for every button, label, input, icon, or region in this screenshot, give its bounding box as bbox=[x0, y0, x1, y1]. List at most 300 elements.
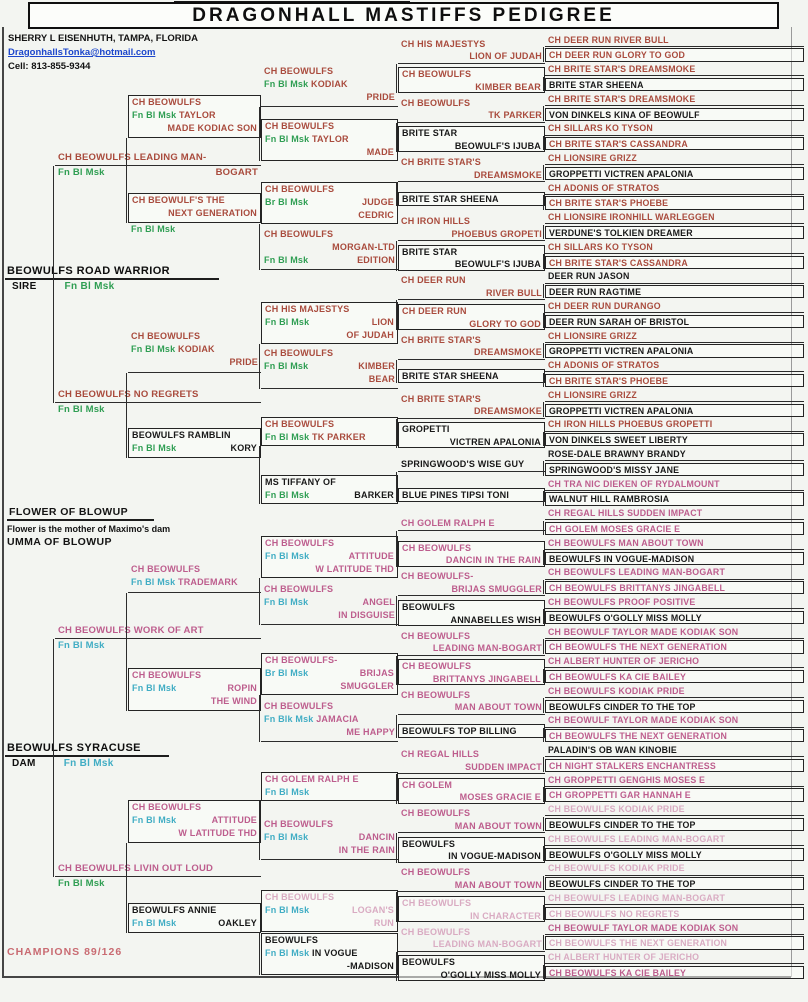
entry-text: CH BEOWULF TAYLOR MADE KODIAK SON bbox=[548, 715, 739, 726]
tree-connector-line bbox=[396, 531, 397, 567]
entry-line bbox=[401, 583, 542, 596]
entry-text: Fn Bl Msk bbox=[131, 577, 176, 587]
entry-text: CH BEOWULFS bbox=[265, 184, 335, 194]
pedigree-entry-gen6 bbox=[545, 714, 804, 727]
entry-text: CH BRITE STAR'S DREAMSMOKE bbox=[548, 93, 696, 104]
entry-text: PRIDE bbox=[366, 92, 395, 102]
pedigree-entry-gen6 bbox=[545, 655, 804, 668]
pedigree-entry-gen6 bbox=[545, 803, 804, 816]
entry-text: CH BEOWULFS WORK OF ART bbox=[58, 625, 204, 636]
pedigree-entry-gen4 bbox=[261, 347, 398, 389]
entry-line bbox=[549, 641, 800, 654]
pedigree-entry-gen5 bbox=[398, 156, 545, 182]
entry-text: CH BEOWULFS bbox=[401, 808, 471, 819]
entry-text: CH GOLEM RALPH E bbox=[401, 518, 495, 529]
entry-text: Fn Bl Msk bbox=[132, 918, 177, 928]
pedigree-entry-gen6 bbox=[545, 492, 804, 505]
entry-line bbox=[402, 897, 541, 910]
entry-frame bbox=[398, 422, 545, 448]
tree-connector-line bbox=[396, 472, 397, 502]
tree-connector-line bbox=[543, 550, 544, 565]
pedigree-entry-gen6 bbox=[545, 729, 804, 742]
dam-label-row bbox=[12, 758, 114, 769]
pedigree-entry-gen3 bbox=[128, 903, 261, 933]
entry-text: BRITE STAR SHEENA bbox=[402, 371, 499, 382]
entry-text: CH BEOWULFS NO REGRETS bbox=[58, 389, 199, 400]
entry-frame bbox=[545, 196, 804, 209]
tree-connector-line bbox=[396, 715, 397, 739]
entry-text: CH BRITE STAR'S bbox=[401, 393, 481, 404]
entry-frame bbox=[398, 304, 545, 330]
entry-text: BRITE STAR SHEENA bbox=[549, 79, 644, 90]
entry-text: CH BEOWULFS bbox=[131, 331, 201, 341]
entry-line bbox=[548, 744, 801, 757]
entry-frame bbox=[545, 522, 804, 535]
entry-frame bbox=[545, 359, 804, 372]
entry-text: NEXT GENERATION bbox=[168, 208, 257, 218]
entry-line bbox=[132, 814, 257, 827]
entry-line bbox=[402, 673, 541, 686]
pedigree-entry-gen5 bbox=[398, 630, 545, 656]
tree-connector-line bbox=[396, 64, 397, 94]
pedigree-entry-gen6 bbox=[545, 315, 804, 328]
tree-connector-line bbox=[543, 698, 544, 713]
entry-frame bbox=[261, 228, 398, 270]
entry-line bbox=[401, 228, 542, 241]
pedigree-entry-gen6 bbox=[545, 389, 804, 402]
pedigree-entry-gen6 bbox=[545, 522, 804, 535]
entry-line bbox=[548, 685, 801, 698]
entry-frame bbox=[398, 156, 545, 182]
pedigree-entry-gen6 bbox=[545, 640, 804, 653]
entry-text: Fn Bl Msk bbox=[58, 878, 105, 889]
entry-text: TK PARKER bbox=[309, 432, 366, 442]
tree-connector-line bbox=[543, 284, 544, 299]
entry-frame bbox=[545, 700, 804, 713]
entry-frame bbox=[545, 729, 804, 742]
entry-text: CH BEOWULFS bbox=[401, 867, 471, 878]
tree-connector-line bbox=[543, 905, 544, 920]
tree-connector-line bbox=[543, 669, 544, 684]
entry-text: MS TIFFANY OF bbox=[265, 477, 336, 487]
entry-text: CH BRITE STAR'S bbox=[401, 157, 481, 167]
pedigree-entry-gen4 bbox=[261, 890, 398, 932]
entry-text: EDITION bbox=[357, 255, 395, 265]
pedigree-entry-gen3 bbox=[128, 95, 261, 138]
pedigree-entry-gen6 bbox=[545, 330, 804, 343]
tree-connector-line bbox=[396, 952, 397, 982]
entry-line bbox=[132, 122, 257, 135]
entry-frame bbox=[545, 108, 804, 121]
entry-text: Br Bl Msk bbox=[265, 197, 309, 207]
entry-line bbox=[401, 701, 542, 714]
entry-line bbox=[131, 343, 258, 356]
entry-frame bbox=[545, 685, 804, 698]
entry-line bbox=[548, 507, 801, 520]
entry-line bbox=[265, 680, 394, 693]
entry-text: TAYLOR bbox=[176, 110, 216, 120]
entry-text: Fn Bl Msk bbox=[264, 832, 309, 842]
tree-connector-line bbox=[543, 728, 544, 743]
pedigree-entry-gen6 bbox=[545, 862, 804, 875]
entry-text: CH BEOWULFS bbox=[265, 121, 335, 131]
tree-connector-line bbox=[259, 446, 260, 504]
pedigree-entry-gen6 bbox=[545, 137, 804, 150]
tree-connector-line bbox=[543, 580, 544, 595]
tree-connector-line bbox=[53, 639, 54, 877]
entry-text: CH ALBERT HUNTER OF JERICHO bbox=[548, 952, 700, 963]
entry-frame bbox=[545, 93, 804, 106]
entry-line bbox=[264, 241, 395, 254]
tree-connector-line bbox=[396, 774, 397, 804]
pedigree-entry-gen2 bbox=[55, 624, 261, 652]
entry-line bbox=[401, 689, 542, 702]
flower-note: Flower is the mother of Maximo's dam bbox=[7, 524, 171, 534]
entry-frame bbox=[545, 788, 804, 801]
entry-line bbox=[401, 169, 542, 182]
entry-text: CH NIGHT STALKERS ENCHANTRESS bbox=[549, 760, 716, 771]
pedigree-entry-gen5 bbox=[398, 192, 545, 206]
tree-connector-line bbox=[543, 136, 544, 151]
entry-text: RIVER BULL bbox=[486, 287, 542, 298]
entry-line bbox=[549, 849, 800, 862]
entry-line bbox=[265, 904, 394, 917]
entry-line bbox=[402, 305, 541, 318]
entry-text: DEER RUN JASON bbox=[548, 271, 630, 282]
entry-text: CH BEOWULFS NO REGRETS bbox=[549, 908, 680, 919]
entry-text: CH BEOWULFS bbox=[264, 66, 334, 76]
entry-text: BEOWULFS CINDER TO THE TOP bbox=[549, 879, 696, 890]
entry-line bbox=[265, 550, 394, 563]
pedigree-entry-gen6 bbox=[545, 626, 804, 639]
entry-line bbox=[132, 194, 257, 207]
dam-label: DAM bbox=[12, 758, 36, 769]
entry-frame bbox=[545, 315, 804, 328]
entry-frame bbox=[545, 714, 804, 727]
entry-frame bbox=[398, 630, 545, 656]
champions-count: CHAMPIONS 89/126 bbox=[7, 946, 123, 958]
pedigree-entry-gen6 bbox=[545, 670, 804, 683]
entry-text: CH BEOWULFS bbox=[265, 892, 335, 902]
entry-frame bbox=[545, 330, 804, 343]
entry-text: ANNABELLES WISH bbox=[450, 614, 541, 625]
entry-text: IN VOGUE-MADISON bbox=[448, 851, 541, 862]
entry-line bbox=[265, 316, 394, 329]
entry-frame bbox=[261, 772, 398, 801]
entry-frame bbox=[128, 330, 261, 373]
pedigree-entry-gen5 bbox=[398, 955, 545, 981]
page-title: DRAGONHALL MASTIFFS PEDIGREE bbox=[28, 2, 779, 29]
pedigree-entry-gen5 bbox=[398, 67, 545, 93]
entry-line bbox=[549, 819, 800, 832]
entry-text: Fn Bl Msk bbox=[265, 905, 310, 915]
pedigree-entry-gen3 bbox=[128, 330, 261, 373]
entry-frame bbox=[545, 655, 804, 668]
pedigree-entry-gen6 bbox=[545, 152, 804, 165]
tree-connector-line bbox=[543, 521, 544, 536]
entry-frame bbox=[545, 670, 804, 683]
entry-text: CH BEOWULFS bbox=[264, 348, 334, 358]
entry-text: CH BEOWULFS THE NEXT GENERATION bbox=[549, 938, 728, 949]
entry-frame bbox=[545, 404, 804, 417]
pedigree-entry-gen6 bbox=[545, 507, 804, 520]
entry-text: CH BEOWULFS bbox=[265, 538, 335, 548]
entry-text: JUDGE bbox=[361, 197, 394, 207]
pedigree-entry-gen5 bbox=[398, 778, 545, 804]
entry-line bbox=[131, 330, 258, 343]
entry-text: BEOWULF'S IJUBA bbox=[454, 259, 541, 270]
entry-line bbox=[55, 403, 261, 416]
entry-line bbox=[401, 156, 542, 169]
entry-text: Fn Bl Msk bbox=[265, 134, 310, 144]
entry-frame bbox=[398, 274, 545, 300]
entry-text: CH HIS MAJESTYS bbox=[401, 38, 486, 49]
entry-frame bbox=[545, 922, 804, 935]
entry-line bbox=[402, 956, 541, 969]
entry-line bbox=[548, 182, 801, 195]
entry-text: Fn Bl Msk bbox=[264, 361, 309, 371]
entry-text: CH ADONIS OF STRATOS bbox=[548, 182, 660, 193]
sire-label-row bbox=[12, 281, 114, 292]
entry-text: GROPPETTI VICTREN APALONIA bbox=[549, 346, 694, 357]
entry-line bbox=[402, 779, 541, 792]
entry-text: CH BEOWULF'S THE bbox=[132, 195, 225, 205]
entry-line bbox=[549, 523, 800, 536]
entry-line bbox=[401, 926, 542, 939]
entry-text: CH DEER RUN RIVER BULL bbox=[548, 34, 669, 45]
tree-connector-line bbox=[396, 182, 397, 206]
entry-text: Fn Bl Msk bbox=[132, 443, 177, 453]
entry-text: CH BRITE STAR'S PHOEBE bbox=[549, 198, 669, 209]
pedigree-entry-gen6 bbox=[545, 108, 804, 121]
entry-text: DEER RUN RAGTIME bbox=[549, 287, 642, 298]
pedigree-entry-gen5 bbox=[398, 304, 545, 330]
entry-text: LION bbox=[371, 317, 394, 327]
tree-connector-line bbox=[396, 419, 397, 449]
entry-line bbox=[401, 287, 542, 300]
entry-text: CH BEOWULFS bbox=[401, 926, 471, 937]
pedigree-entry-gen5 bbox=[398, 659, 545, 685]
pedigree-entry-gen6 bbox=[545, 892, 804, 905]
entry-frame bbox=[398, 896, 545, 922]
owner-name: SHERRY L EISENHUTH, TAMPA, FLORIDA bbox=[8, 33, 199, 44]
entry-text: BEOWULF'S IJUBA bbox=[454, 140, 541, 151]
pedigree-entry-gen6 bbox=[545, 936, 804, 949]
entry-text: VON DINKELS SWEET LIBERTY bbox=[549, 435, 688, 446]
entry-line bbox=[402, 838, 541, 851]
entry-line bbox=[132, 904, 257, 917]
entry-text: CH GROPPETTI GAR HANNAH E bbox=[549, 790, 691, 801]
pedigree-entry-gen6 bbox=[545, 877, 804, 890]
tree-connector-line bbox=[543, 225, 544, 240]
pedigree-entry-gen6 bbox=[545, 848, 804, 861]
entry-frame bbox=[398, 126, 545, 152]
tree-connector-line bbox=[396, 892, 397, 922]
entry-line bbox=[128, 223, 261, 236]
entry-text: CH BRITE STAR'S DREAMSMOKE bbox=[548, 64, 696, 75]
entry-text: OAKLEY bbox=[218, 918, 257, 928]
entry-line bbox=[264, 347, 395, 360]
tree-connector-line bbox=[543, 817, 544, 832]
entry-text: BEOWULFS IN VOGUE-MADISON bbox=[549, 553, 695, 564]
entry-line bbox=[548, 833, 801, 846]
tree-connector-line bbox=[259, 932, 260, 975]
tree-connector-line bbox=[396, 300, 397, 330]
entry-line bbox=[265, 786, 394, 799]
entry-text: Fn Bl Msk bbox=[265, 551, 310, 561]
entry-line bbox=[401, 50, 542, 63]
entry-line bbox=[401, 938, 542, 951]
entry-line bbox=[548, 389, 801, 402]
entry-line bbox=[549, 286, 800, 299]
entry-line bbox=[549, 316, 800, 329]
entry-line bbox=[264, 228, 395, 241]
entry-text: Fn Bl Msk bbox=[131, 344, 176, 354]
entry-line bbox=[549, 464, 800, 477]
entry-line bbox=[549, 730, 800, 743]
entry-frame bbox=[398, 778, 545, 804]
entry-text: LEADING MAN-BOGART bbox=[432, 643, 542, 654]
entry-text: BRITE STAR bbox=[402, 128, 458, 139]
entry-frame bbox=[545, 300, 804, 313]
entry-text: BEOWULFS bbox=[402, 838, 456, 849]
entry-text: BEOWULFS CINDER TO THE TOP bbox=[549, 819, 696, 830]
entry-line bbox=[401, 820, 542, 833]
entry-line bbox=[401, 517, 542, 530]
tree-connector-line bbox=[543, 432, 544, 447]
pedigree-entry-gen6 bbox=[545, 300, 804, 313]
entry-text: DEER RUN SARAH OF BRISTOL bbox=[549, 316, 690, 327]
entry-line bbox=[401, 109, 542, 122]
tree-connector-line bbox=[543, 165, 544, 180]
owner-email-link[interactable]: DragonhallsTonka@hotmail.com bbox=[8, 47, 156, 58]
entry-text: PHOEBUS GROPETI bbox=[451, 228, 542, 239]
entry-text: IN DISGUISE bbox=[338, 610, 395, 620]
entry-text: DREAMSMOKE bbox=[473, 347, 542, 358]
entry-text: Fn Bl Msk bbox=[58, 167, 105, 178]
entry-line bbox=[548, 922, 801, 935]
entry-text: Fn Bl Msk bbox=[132, 110, 177, 120]
entry-line bbox=[265, 183, 394, 196]
pedigree-entry-gen5 bbox=[398, 926, 545, 952]
pedigree-entry-gen5 bbox=[398, 215, 545, 241]
entry-frame bbox=[545, 122, 804, 135]
entry-frame bbox=[545, 182, 804, 195]
entry-text: BRITE STAR bbox=[402, 246, 458, 257]
entry-line bbox=[265, 476, 394, 489]
entry-text: TK PARKER bbox=[488, 110, 542, 121]
pedigree-entry-gen6 bbox=[545, 774, 804, 787]
entry-frame bbox=[545, 344, 804, 357]
entry-frame bbox=[545, 774, 804, 787]
entry-text: Fn Bl Msk bbox=[58, 404, 105, 415]
entry-frame bbox=[398, 837, 545, 863]
pedigree-entry-gen6 bbox=[545, 196, 804, 209]
tree-connector-line bbox=[259, 107, 260, 161]
entry-text: SPRINGWOOD'S MISSY JANE bbox=[549, 464, 680, 475]
entry-line bbox=[58, 862, 258, 875]
entry-frame bbox=[545, 226, 804, 239]
entry-text: LION OF JUDAH bbox=[469, 51, 542, 62]
entry-line bbox=[264, 609, 395, 622]
pedigree-entry-gen3 bbox=[128, 428, 261, 458]
entry-line bbox=[131, 356, 258, 369]
entry-text: MORGAN-LTD bbox=[332, 242, 395, 252]
entry-text: BOGART bbox=[215, 167, 258, 178]
entry-frame bbox=[128, 668, 261, 711]
entry-text: CH BEOWULFS bbox=[402, 661, 472, 672]
entry-text: GROPETTI bbox=[402, 424, 450, 435]
entry-line bbox=[265, 917, 394, 930]
entry-frame bbox=[261, 583, 398, 625]
entry-text: IN THE RAIN bbox=[338, 845, 395, 855]
entry-line bbox=[549, 79, 800, 92]
pedigree-entry-gen5 bbox=[398, 369, 545, 383]
entry-text: CH ADONIS OF STRATOS bbox=[548, 360, 660, 371]
entry-line bbox=[265, 934, 394, 947]
entry-text: CH BRITE STAR'S PHOEBE bbox=[549, 375, 669, 386]
tree-connector-line bbox=[543, 195, 544, 210]
entry-text: Fn Bl Msk bbox=[265, 317, 310, 327]
entry-frame bbox=[545, 640, 804, 653]
entry-line bbox=[402, 140, 541, 153]
entry-frame bbox=[398, 215, 545, 241]
pedigree-entry-gen6 bbox=[545, 122, 804, 135]
entry-text: CH BEOWULFS bbox=[402, 542, 472, 553]
entry-line bbox=[401, 748, 542, 761]
entry-line bbox=[548, 566, 801, 579]
pedigree-entry-gen4 bbox=[261, 182, 398, 224]
pedigree-entry-gen6 bbox=[545, 256, 804, 269]
entry-frame bbox=[398, 488, 545, 502]
entry-line bbox=[549, 138, 800, 151]
tree-connector-line bbox=[543, 313, 544, 328]
entry-text: Fn Bl Msk bbox=[264, 597, 309, 607]
entry-frame bbox=[545, 433, 804, 446]
pedigree-entry-gen6 bbox=[545, 34, 804, 47]
entry-frame bbox=[545, 78, 804, 91]
entry-line bbox=[549, 760, 800, 773]
entry-frame bbox=[545, 463, 804, 476]
entry-line bbox=[402, 791, 541, 804]
tree-connector-line bbox=[543, 47, 544, 62]
entry-text: CH LIONSIRE GRIZZ bbox=[548, 152, 637, 163]
entry-line bbox=[264, 596, 395, 609]
entry-line bbox=[548, 359, 801, 372]
tree-connector-line bbox=[396, 656, 397, 686]
entry-text: CH BEOWULFS KA CIE BAILEY bbox=[549, 671, 687, 682]
entry-line bbox=[548, 478, 801, 491]
pedigree-entry-gen5 bbox=[398, 274, 545, 300]
entry-text: DANCIN IN THE RAIN bbox=[445, 555, 541, 566]
entry-line bbox=[401, 761, 542, 774]
entry-text: CH BRITE STAR'S CASSANDRA bbox=[549, 139, 688, 150]
entry-line bbox=[549, 908, 800, 921]
entry-frame bbox=[545, 951, 804, 964]
entry-line bbox=[265, 563, 394, 576]
entry-text: CH BEOWULFS KODIAK PRIDE bbox=[548, 863, 685, 874]
entry-frame bbox=[261, 536, 398, 578]
pedigree-entry-gen4 bbox=[261, 302, 398, 344]
sire-label: SIRE bbox=[12, 281, 37, 292]
pedigree-entry-gen4 bbox=[261, 933, 398, 975]
entry-frame bbox=[261, 182, 398, 224]
entry-text: TAYLOR bbox=[309, 134, 349, 144]
entry-text: CH BEOWULFS LEADING MAN-BOGART bbox=[548, 892, 726, 903]
pedigree-entry-gen6 bbox=[545, 478, 804, 491]
entry-text: CH DEER RUN GLORY TO GOD bbox=[549, 50, 686, 61]
entry-text: BEOWULFS ANNIE bbox=[132, 905, 217, 915]
